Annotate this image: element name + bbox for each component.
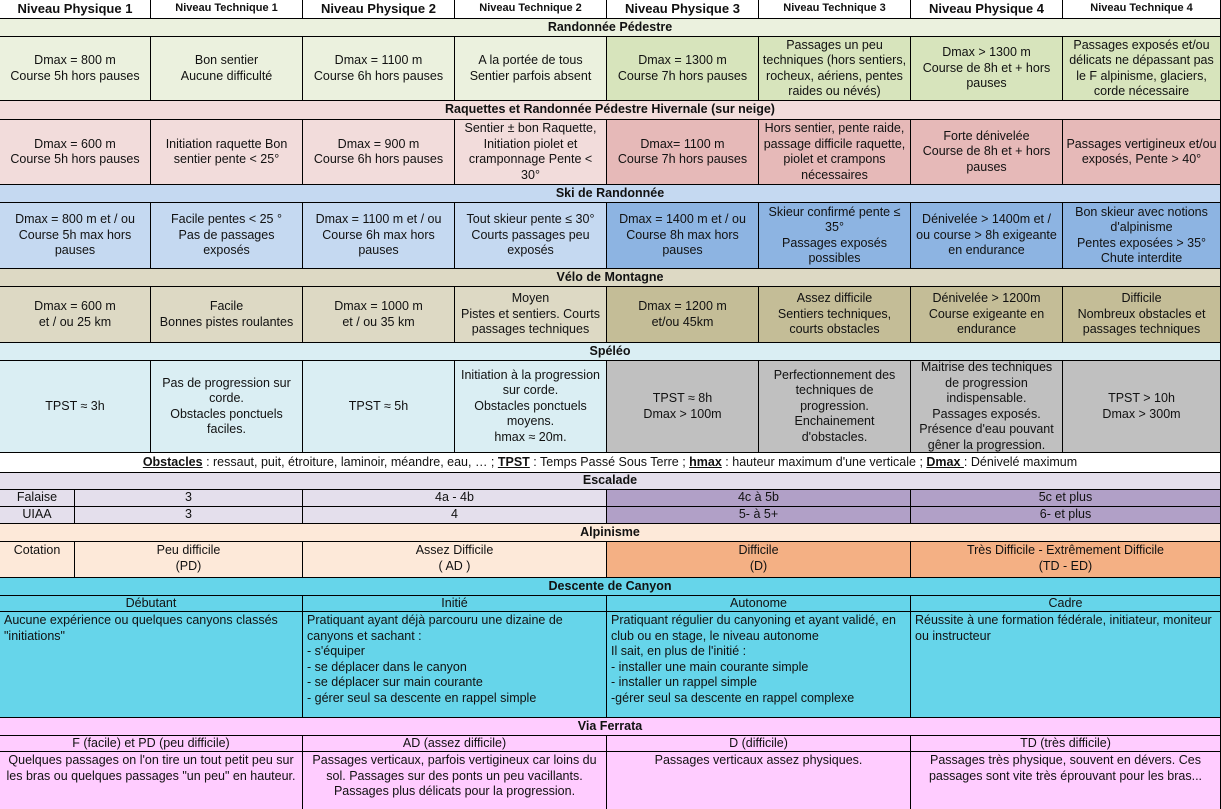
canyon-level: Initié <box>303 596 607 612</box>
speleo-cell: Maitrise des techniques de progression indispensable. Passages exposés. Présence d'eau pouvant gêner la progression. <box>911 361 1063 453</box>
rando-cell: Dmax > 1300 m Course de 8h et + hors pauses <box>911 37 1063 101</box>
raquettes-cell: Forte dénivelée Course de 8h et + hors pauses <box>911 120 1063 185</box>
ski-cell: Facile pentes < 25 ° Pas de passages exposés <box>151 203 303 269</box>
ferrata-desc: Passages très physique, souvent en dévers. Ces passages sont vite très éprouvant pour les bras... <box>911 752 1221 809</box>
section-title: Raquettes et Randonnée Pédestre Hivernale (sur neige) <box>0 101 1221 120</box>
canyon-desc: Pratiquant ayant déjà parcouru une dizaine de canyons et sachant : - s'équiper - se déplacer dans le canyon - se déplacer sur main courante - gérer seul sa descente en rappel simple <box>303 612 607 718</box>
rando-cell: A la portée de tous Sentier parfois absent <box>455 37 607 101</box>
raquettes-cell: Dmax= 1100 m Course 7h hors pauses <box>607 120 759 185</box>
rando-cell: Dmax = 1100 m Course 6h hors pauses <box>303 37 455 101</box>
speleo-cell: TPST ≈ 5h <box>303 361 455 453</box>
header-cell: Niveau Technique 3 <box>759 0 911 19</box>
velo-cell: Dmax = 1200 m et/ou 45km <box>607 287 759 343</box>
escalade-grade: 6- et plus <box>911 507 1221 524</box>
ferrata-desc: Passages verticaux assez physiques. <box>607 752 911 809</box>
canyon-desc: Réussite à une formation fédérale, initiateur, moniteur ou instructeur <box>911 612 1221 718</box>
raquettes-cell: Dmax = 600 m Course 5h hors pauses <box>0 120 151 185</box>
raquettes-cell: Dmax = 900 m Course 6h hors pauses <box>303 120 455 185</box>
header-cell: Niveau Technique 2 <box>455 0 607 19</box>
escalade-grade: 4c à 5b <box>607 490 911 507</box>
section-title: Vélo de Montagne <box>0 269 1221 287</box>
legend-desc: : ressaut, puit, étroiture, laminoir, méandre, eau, … ; <box>202 454 498 469</box>
legend-desc: : Dénivelé maximum <box>963 454 1078 469</box>
legend-desc: : hauteur maximum d'une verticale ; <box>721 454 927 469</box>
raquettes-cell: Passages vertigineux et/ou exposés, Pente > 40° <box>1063 120 1221 185</box>
escalade-label: UIAA <box>0 507 75 524</box>
legend-term: Obstacles <box>142 454 203 469</box>
section-title: Descente de Canyon <box>0 578 1221 596</box>
velo-cell: Dmax = 1000 m et / ou 35 km <box>303 287 455 343</box>
escalade-grade: 4a - 4b <box>303 490 607 507</box>
ski-cell: Dmax = 1400 m et / ou Course 8h max hors pauses <box>607 203 759 269</box>
header-cell: Niveau Physique 2 <box>303 0 455 19</box>
speleo-cell: TPST ≈ 8h Dmax > 100m <box>607 361 759 453</box>
legend-desc: : Temps Passé Sous Terre ; <box>529 454 690 469</box>
canyon-level: Débutant <box>0 596 303 612</box>
alpinisme-grade: Très Difficile - Extrêmement Difficile (TD - ED) <box>911 542 1221 578</box>
rando-cell: Dmax = 1300 m Course 7h hors pauses <box>607 37 759 101</box>
velo-cell: Facile Bonnes pistes roulantes <box>151 287 303 343</box>
header-cell: Niveau Technique 1 <box>151 0 303 19</box>
canyon-desc: Pratiquant régulier du canyoning et ayant validé, en club ou en stage, le niveau autonome Il sait, en plus de l'initié : - installer une main courante simple - installer un rappel simple -gérer seul sa descente en rappel complexe <box>607 612 911 718</box>
section-title: Escalade <box>0 473 1221 490</box>
speleo-cell: Perfectionnement des techniques de progression. Enchainement d'obstacles. <box>759 361 911 453</box>
ferrata-desc: Passages verticaux, parfois vertigineux car loins du sol. Passages sur des ponts un peu vacillants. Passages plus délicats pour la progression. <box>303 752 607 809</box>
ski-cell: Dmax = 800 m et / ou Course 5h max hors pauses <box>0 203 151 269</box>
alpinisme-grade: Peu difficile (PD) <box>75 542 303 578</box>
header-cell: Niveau Physique 4 <box>911 0 1063 19</box>
header-cell: Niveau Physique 3 <box>607 0 759 19</box>
ski-cell: Tout skieur pente ≤ 30° Courts passages peu exposés <box>455 203 607 269</box>
ferrata-level: AD (assez difficile) <box>303 736 607 752</box>
speleo-cell: Initiation à la progression sur corde. Obstacles ponctuels moyens. hmax ≈ 20m. <box>455 361 607 453</box>
header-cell: Niveau Physique 1 <box>0 0 151 19</box>
velo-cell: Difficile Nombreux obstacles et passages techniques <box>1063 287 1221 343</box>
canyon-desc: Aucune expérience ou quelques canyons classés "initiations" <box>0 612 303 718</box>
velo-cell: Dénivelée > 1200m Course exigeante en endurance <box>911 287 1063 343</box>
section-title: Via Ferrata <box>0 718 1221 736</box>
speleo-cell: TPST ≈ 3h <box>0 361 151 453</box>
ski-cell: Dmax = 1100 m et / ou Course 6h max hors pauses <box>303 203 455 269</box>
ski-cell: Skieur confirmé pente ≤ 35° Passages exposés possibles <box>759 203 911 269</box>
escalade-grade: 3 <box>75 490 303 507</box>
velo-cell: Assez difficile Sentiers techniques, courts obstacles <box>759 287 911 343</box>
section-title: Spéléo <box>0 343 1221 361</box>
alpinisme-grade: Difficile (D) <box>607 542 911 578</box>
canyon-level: Autonome <box>607 596 911 612</box>
ski-cell: Dénivelée > 1400m et / ou course > 8h exigeante en endurance <box>911 203 1063 269</box>
rando-cell: Passages un peu techniques (hors sentiers, rocheux, aériens, pentes raides ou névés) <box>759 37 911 101</box>
rando-cell: Bon sentier Aucune difficulté <box>151 37 303 101</box>
ferrata-desc: Quelques passages on l'on tire un tout petit peu sur les bras ou quelques passages "un peu" en hauteur. <box>0 752 303 809</box>
legend <box>0 453 1221 473</box>
raquettes-cell: Hors sentier, pente raide, passage difficile raquette, piolet et crampons nécessaires <box>759 120 911 185</box>
escalade-label: Falaise <box>0 490 75 507</box>
legend-term: TPST <box>497 454 530 469</box>
section-title: Alpinisme <box>0 524 1221 542</box>
speleo-cell: TPST > 10h Dmax > 300m <box>1063 361 1221 453</box>
escalade-grade: 5c et plus <box>911 490 1221 507</box>
legend-term: hmax <box>689 454 722 469</box>
escalade-grade: 5- à 5+ <box>607 507 911 524</box>
rando-cell: Dmax = 800 m Course 5h hors pauses <box>0 37 151 101</box>
escalade-grade: 4 <box>303 507 607 524</box>
speleo-cell: Pas de progression sur corde. Obstacles ponctuels faciles. <box>151 361 303 453</box>
section-title: Ski de Randonnée <box>0 185 1221 203</box>
ski-cell: Bon skieur avec notions d'alpinisme Pentes exposées > 35° Chute interdite <box>1063 203 1221 269</box>
rando-cell: Passages exposés et/ou délicats ne dépassant pas le F alpinisme, glaciers, corde nécessaire <box>1063 37 1221 101</box>
canyon-level: Cadre <box>911 596 1221 612</box>
section-title: Randonnée Pédestre <box>0 19 1221 37</box>
ferrata-level: TD (très difficile) <box>911 736 1221 752</box>
alpinisme-label: Cotation <box>0 542 75 578</box>
raquettes-cell: Sentier ± bon Raquette, Initiation piolet et cramponnage Pente < 30° <box>455 120 607 185</box>
raquettes-cell: Initiation raquette Bon sentier pente < 25° <box>151 120 303 185</box>
velo-cell: Dmax = 600 m et / ou 25 km <box>0 287 151 343</box>
velo-cell: Moyen Pistes et sentiers. Courts passages techniques <box>455 287 607 343</box>
ferrata-level: F (facile) et PD (peu difficile) <box>0 736 303 752</box>
header-cell: Niveau Technique 4 <box>1063 0 1221 19</box>
escalade-grade: 3 <box>75 507 303 524</box>
alpinisme-grade: Assez Difficile ( AD ) <box>303 542 607 578</box>
legend-term: Dmax <box>926 454 964 469</box>
ferrata-level: D (difficile) <box>607 736 911 752</box>
